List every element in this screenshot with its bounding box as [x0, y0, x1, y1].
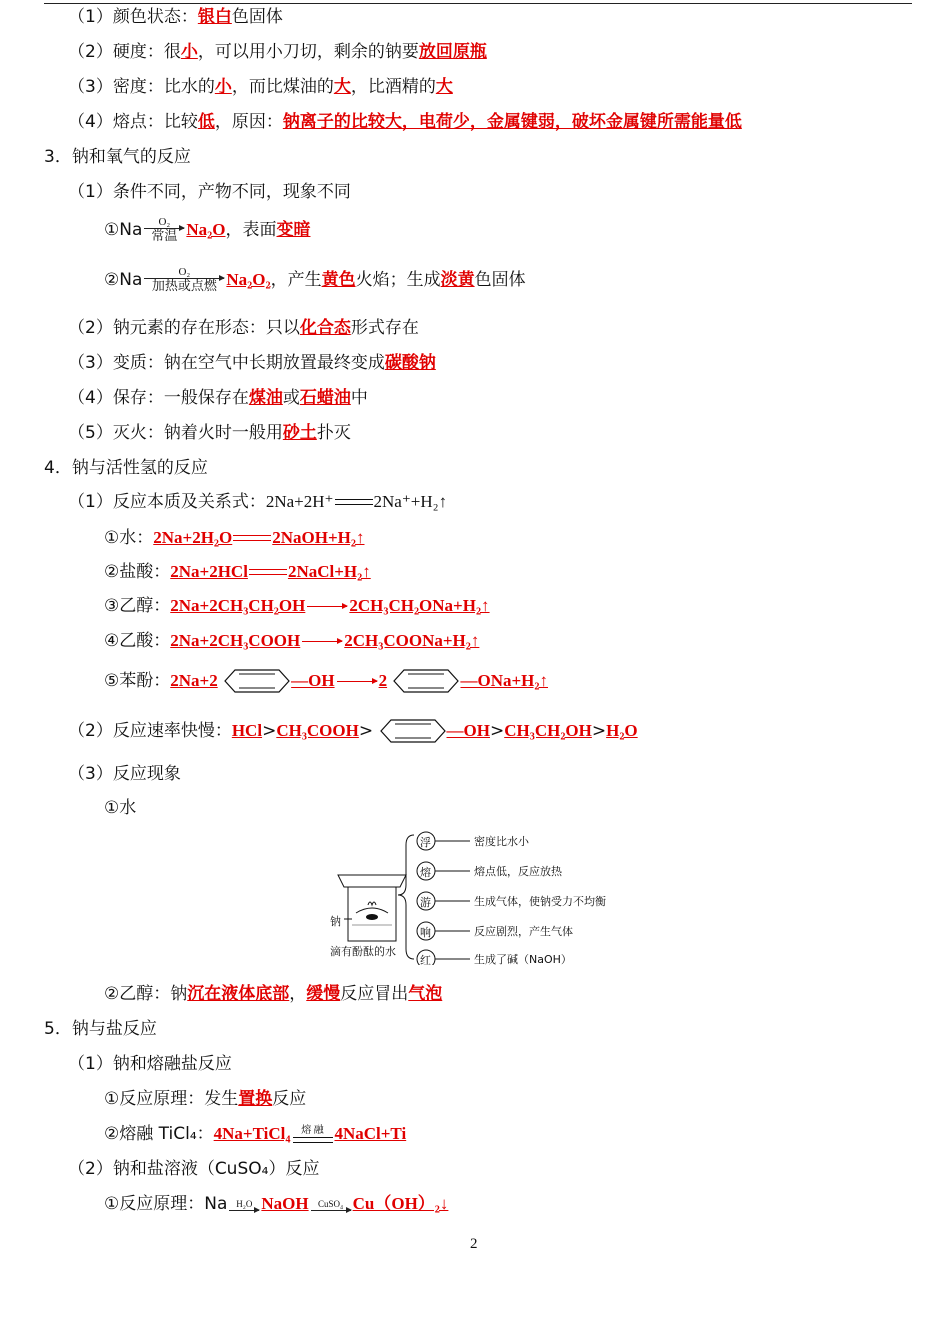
line-hardness: （2）硬度：很小，可以用小刀切，剩余的钠要放回原瓶 — [68, 42, 487, 62]
section-5-1: （1）钠和熔融盐反应 — [68, 1054, 232, 1074]
benzene-ring-icon — [223, 668, 291, 694]
section-3-title: 3．钠和氧气的反应 — [44, 147, 191, 167]
eq-phenol: ⑤苯酚：2Na+2 —OH 2 —ONa+H₂↑ — [104, 668, 548, 694]
section-4-3: （3）反应现象 — [68, 764, 181, 784]
section-3-5: （5）灭火：钠着火时一般用砂土扑灭 — [68, 423, 351, 443]
page-number: 2 — [470, 1236, 478, 1252]
section-4-2: （2）反应速率快慢：HCl>CH₃COOH> —OH>CH₃CH₂OH>H₂O — [68, 718, 638, 744]
fig-label-red: 红 — [420, 954, 431, 967]
fig-label-float: 浮 — [420, 836, 431, 849]
line-melting-point: （4）熔点：比较低，原因：钠离子的比较大，电荷少，金属键弱，破坏金属键所需能量低 — [68, 112, 742, 132]
eq-hcl: ②盐酸：2Na+2HCl 2NaCl+H₂↑ — [104, 562, 371, 582]
ethanol-phenomenon: ②乙醇：钠沉在液体底部，缓慢反应冒出气泡 — [104, 984, 443, 1004]
section-4-title: 4．钠与活性氢的反应 — [44, 458, 208, 478]
section-5-title: 5．钠与盐反应 — [44, 1019, 157, 1039]
eq-acetic: ④乙酸：2Na+2CH₃COOH 2CH₃COONa+H₂↑ — [104, 631, 480, 651]
fig-note-5: 生成了碱（NaOH） — [474, 953, 572, 966]
section-5-2: （2）钠和盐溶液（CuSO₄）反应 — [68, 1159, 320, 1179]
benzene-ring-icon — [392, 668, 460, 694]
fig-note-2: 熔点低，反应放热 — [474, 865, 562, 878]
fig-note-4: 反应剧烈，产生气体 — [474, 925, 573, 938]
section-5-1a: ①反应原理：发生置换反应 — [104, 1089, 307, 1109]
header-rule — [44, 3, 912, 4]
section-5-1b: ②熔融 TiCl₄：4Na+TiCl₄ 熔 融 4NaCl+Ti — [104, 1124, 407, 1144]
fig-note-3: 生成气体，使钠受力不均衡 — [474, 895, 606, 908]
section-3-4: （4）保存：一般保存在煤油或石蜡油中 — [68, 388, 368, 408]
fig-caption: 滴有酚酞的水 — [330, 945, 396, 958]
section-5-2a: ①反应原理：Na H₂O NaOH CuSO₄ Cu（OH）₂↓ — [104, 1194, 449, 1214]
line-density: （3）密度：比水的小，而比煤油的大，比酒精的大 — [68, 77, 453, 97]
section-3-2: （2）钠元素的存在形态：只以化合态形式存在 — [68, 318, 419, 338]
section-3-3: （3）变质：钠在空气中长期放置最终变成碳酸钠 — [68, 353, 436, 373]
eq-ethanol: ③乙醇：2Na+2CH₃CH₂OH 2CH₃CH₂ONa+H₂↑ — [104, 596, 490, 616]
reaction-na-o2-normal: ①Na O₂ 常温 Na₂O，表面变暗 — [104, 216, 311, 244]
eq-water: ①水：2Na+2H₂O 2NaOH+H₂↑ — [104, 528, 365, 548]
line-color: （1）颜色状态：银白色固体 — [68, 7, 283, 27]
na-water-figure — [330, 825, 650, 970]
benzene-ring-icon — [379, 718, 447, 744]
fig-label-sound: 响 — [420, 926, 431, 939]
beaker-icon — [338, 875, 406, 941]
fig-label-melt: 熔 — [420, 866, 431, 879]
reaction-na-o2-heat: ②Na O₂ 加热或点燃 Na₂O₂，产生黄色火焰；生成淡黄色固体 — [104, 266, 526, 294]
fig-note-1: 密度比水小 — [474, 835, 529, 848]
fig-label-swim: 游 — [420, 896, 431, 909]
fig-na-label: 钠 — [330, 915, 341, 928]
water-title: ①水 — [104, 798, 137, 818]
section-3-1: （1）条件不同，产物不同，现象不同 — [68, 182, 351, 202]
section-4-1: （1）反应本质及关系式：2Na+2H⁺ 2Na⁺+H₂↑ — [68, 492, 448, 512]
